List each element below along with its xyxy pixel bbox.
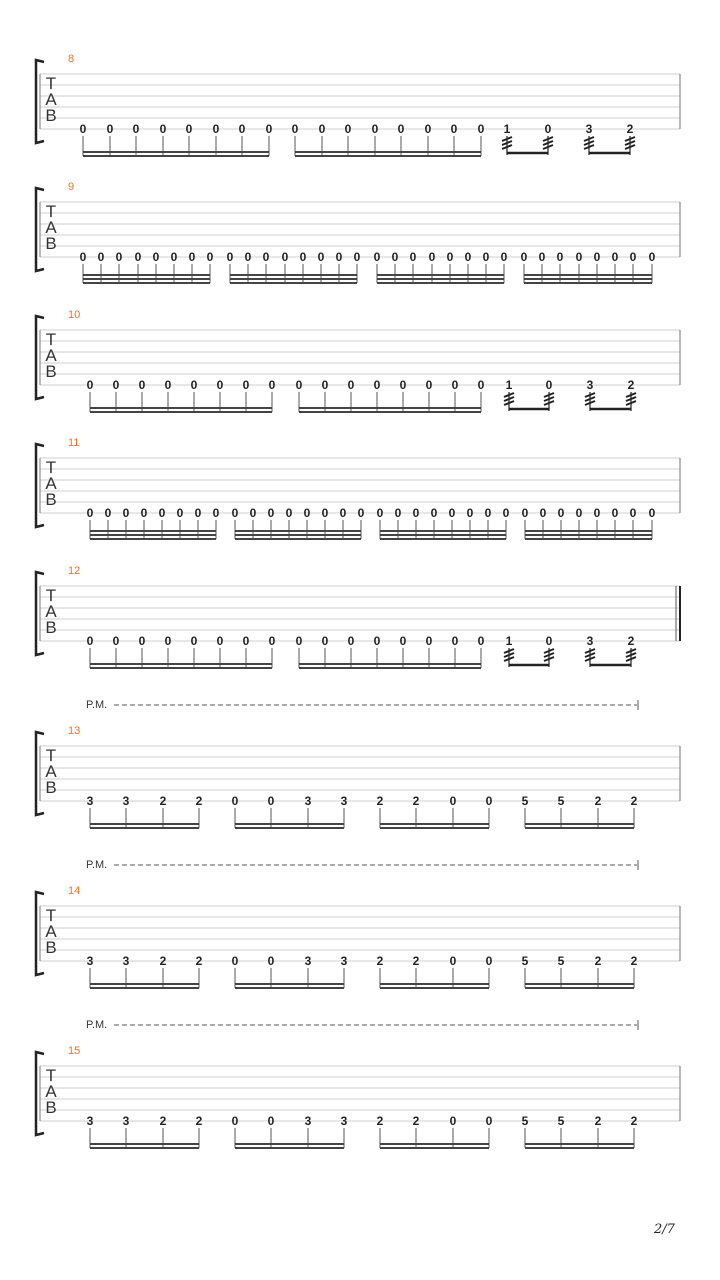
beam-group bbox=[522, 1114, 638, 1148]
fret-number: 0 bbox=[115, 250, 123, 264]
tab-system bbox=[36, 1019, 680, 1148]
beam-group bbox=[87, 954, 203, 988]
fret-number: 0 bbox=[373, 378, 381, 392]
fret-number: 0 bbox=[466, 506, 474, 520]
fret-number: 0 bbox=[267, 506, 275, 520]
fret-number: 0 bbox=[295, 634, 303, 648]
fret-number: 0 bbox=[242, 378, 250, 392]
tab-clef-letter: T bbox=[45, 74, 57, 93]
beam-group bbox=[80, 250, 214, 283]
beam-group bbox=[377, 794, 493, 828]
tab-clef-letter: T bbox=[45, 202, 57, 221]
beam-group bbox=[232, 794, 348, 828]
fret-number: 5 bbox=[557, 794, 565, 808]
fret-number: 0 bbox=[399, 378, 407, 392]
fret-number: 5 bbox=[557, 954, 565, 968]
fret-number: 3 bbox=[122, 1114, 130, 1128]
fret-number: 2 bbox=[159, 1114, 167, 1128]
fret-number: 0 bbox=[448, 506, 456, 520]
fret-number: 0 bbox=[611, 506, 619, 520]
fret-number: 0 bbox=[347, 378, 355, 392]
beam-group bbox=[232, 1114, 348, 1148]
fret-number: 0 bbox=[450, 122, 458, 136]
fret-number: 0 bbox=[425, 378, 433, 392]
fret-number: 0 bbox=[464, 250, 472, 264]
fret-number: 0 bbox=[122, 506, 130, 520]
fret-number: 0 bbox=[477, 378, 485, 392]
fret-number: 0 bbox=[79, 122, 87, 136]
fret-number: 0 bbox=[159, 122, 167, 136]
fret-number: 3 bbox=[340, 794, 348, 808]
fret-number: 0 bbox=[226, 250, 234, 264]
fret-number: 2 bbox=[376, 1114, 384, 1128]
tab-clef-letter: A bbox=[45, 90, 57, 109]
fret-number: 0 bbox=[521, 506, 529, 520]
beam-group bbox=[87, 1114, 203, 1148]
fret-number: 0 bbox=[335, 250, 343, 264]
measure-number: 9 bbox=[68, 181, 75, 193]
fret-number: 2 bbox=[195, 954, 203, 968]
tab-clef-letter: B bbox=[45, 938, 57, 957]
fret-number: 0 bbox=[152, 250, 160, 264]
fret-number: 0 bbox=[231, 506, 239, 520]
fret-number: 0 bbox=[556, 250, 564, 264]
beam-group bbox=[87, 378, 276, 412]
fret-number: 3 bbox=[304, 794, 312, 808]
palm-mute-label: P.M. bbox=[86, 1019, 108, 1031]
tab-system bbox=[36, 859, 680, 988]
beam-group bbox=[522, 794, 638, 828]
fret-number: 2 bbox=[627, 378, 635, 392]
beam-group bbox=[377, 1114, 493, 1148]
tab-clef-letter: A bbox=[45, 602, 57, 621]
fret-number: 0 bbox=[575, 506, 583, 520]
fret-number: 0 bbox=[249, 506, 257, 520]
tab-clef-letter: A bbox=[45, 1082, 57, 1101]
fret-number: 0 bbox=[285, 506, 293, 520]
fret-number: 0 bbox=[485, 1114, 493, 1128]
fret-number: 0 bbox=[500, 250, 508, 264]
fret-number: 3 bbox=[340, 954, 348, 968]
fret-number: 0 bbox=[176, 506, 184, 520]
fret-number: 0 bbox=[238, 122, 246, 136]
fret-number: 0 bbox=[482, 250, 490, 264]
fret-number: 0 bbox=[611, 250, 619, 264]
tab-clef-letter: B bbox=[45, 106, 57, 125]
tab-clef-letter: T bbox=[45, 330, 57, 349]
beam-group bbox=[377, 954, 493, 988]
fret-number: 0 bbox=[357, 506, 365, 520]
fret-number: 0 bbox=[557, 506, 565, 520]
fret-number: 3 bbox=[86, 954, 94, 968]
fret-number: 2 bbox=[376, 794, 384, 808]
beam-group bbox=[521, 250, 656, 283]
fret-number: 3 bbox=[122, 954, 130, 968]
fret-number: 0 bbox=[394, 506, 402, 520]
tab-clef-letter: T bbox=[45, 1066, 57, 1085]
fret-number: 2 bbox=[626, 122, 634, 136]
fret-number: 3 bbox=[340, 1114, 348, 1128]
fret-number: 0 bbox=[112, 634, 120, 648]
fret-number: 2 bbox=[159, 794, 167, 808]
fret-number: 0 bbox=[339, 506, 347, 520]
beam-group bbox=[232, 506, 365, 539]
fret-number: 0 bbox=[216, 378, 224, 392]
fret-number: 0 bbox=[485, 954, 493, 968]
fret-number: 0 bbox=[424, 122, 432, 136]
fret-number: 2 bbox=[594, 1114, 602, 1128]
fret-number: 0 bbox=[194, 506, 202, 520]
beam-group bbox=[296, 634, 485, 668]
fret-number: 0 bbox=[376, 506, 384, 520]
beam-group bbox=[87, 794, 203, 828]
fret-number: 0 bbox=[164, 634, 172, 648]
fret-number: 0 bbox=[185, 122, 193, 136]
measure-number: 11 bbox=[68, 437, 80, 449]
tab-system bbox=[36, 181, 680, 283]
fret-number: 0 bbox=[299, 250, 307, 264]
fret-number: 0 bbox=[629, 506, 637, 520]
beam-group bbox=[87, 506, 220, 539]
fret-number: 0 bbox=[206, 250, 214, 264]
fret-number: 0 bbox=[575, 250, 583, 264]
fret-number: 0 bbox=[170, 250, 178, 264]
fret-number: 0 bbox=[267, 1114, 275, 1128]
fret-number: 3 bbox=[304, 954, 312, 968]
beam-group bbox=[87, 634, 276, 668]
fret-number: 0 bbox=[446, 250, 454, 264]
fret-number: 0 bbox=[344, 122, 352, 136]
fret-number: 0 bbox=[409, 250, 417, 264]
fret-number: 0 bbox=[484, 506, 492, 520]
fret-number: 0 bbox=[242, 634, 250, 648]
fret-number: 0 bbox=[373, 250, 381, 264]
page-number: 2/7 bbox=[654, 1222, 675, 1237]
fret-number: 0 bbox=[267, 954, 275, 968]
fret-number: 0 bbox=[231, 794, 239, 808]
fret-number: 0 bbox=[449, 1114, 457, 1128]
fret-number: 1 bbox=[505, 634, 513, 648]
fret-number: 0 bbox=[132, 122, 140, 136]
beam-group bbox=[296, 378, 485, 412]
fret-number: 0 bbox=[318, 122, 326, 136]
tab-clef-letter: B bbox=[45, 362, 57, 381]
tab-system bbox=[36, 437, 680, 539]
fret-number: 0 bbox=[134, 250, 142, 264]
fret-number: 0 bbox=[544, 122, 552, 136]
beam-group bbox=[377, 506, 510, 539]
tab-clef-letter: B bbox=[45, 778, 57, 797]
fret-number: 0 bbox=[451, 378, 459, 392]
fret-number: 0 bbox=[265, 122, 273, 136]
fret-number: 2 bbox=[195, 1114, 203, 1128]
tab-clef-letter: B bbox=[45, 490, 57, 509]
fret-number: 0 bbox=[190, 378, 198, 392]
fret-number: 0 bbox=[86, 378, 94, 392]
fret-number: 0 bbox=[545, 634, 553, 648]
tab-clef-letter: A bbox=[45, 474, 57, 493]
tab-clef-letter: A bbox=[45, 762, 57, 781]
fret-number: 0 bbox=[477, 634, 485, 648]
fret-number: 3 bbox=[86, 1114, 94, 1128]
measure-number: 12 bbox=[68, 565, 81, 577]
fret-number: 0 bbox=[138, 634, 146, 648]
tab-clef-letter: B bbox=[45, 234, 57, 253]
beam-group bbox=[585, 634, 636, 667]
fret-number: 0 bbox=[231, 954, 239, 968]
fret-number: 0 bbox=[268, 378, 276, 392]
fret-number: 0 bbox=[648, 506, 656, 520]
beam-group bbox=[374, 250, 508, 283]
fret-number: 3 bbox=[586, 634, 594, 648]
fret-number: 3 bbox=[86, 794, 94, 808]
fret-number: 0 bbox=[216, 634, 224, 648]
beam-group bbox=[80, 122, 273, 156]
tab-system bbox=[36, 565, 680, 668]
tab-clef-letter: T bbox=[45, 458, 57, 477]
tab-clef-letter: T bbox=[45, 906, 57, 925]
fret-number: 0 bbox=[267, 794, 275, 808]
fret-number: 0 bbox=[303, 506, 311, 520]
fret-number: 2 bbox=[376, 954, 384, 968]
measure-number: 13 bbox=[68, 725, 81, 737]
fret-number: 0 bbox=[425, 634, 433, 648]
beam-group bbox=[522, 954, 638, 988]
beam-group bbox=[504, 378, 554, 411]
fret-number: 0 bbox=[502, 506, 510, 520]
tab-system bbox=[36, 53, 680, 156]
fret-number: 0 bbox=[538, 250, 546, 264]
fret-number: 0 bbox=[629, 250, 637, 264]
tab-clef-letter: A bbox=[45, 922, 57, 941]
fret-number: 0 bbox=[97, 250, 105, 264]
fret-number: 0 bbox=[593, 506, 601, 520]
fret-number: 0 bbox=[212, 506, 220, 520]
fret-number: 2 bbox=[159, 954, 167, 968]
beam-group bbox=[232, 954, 348, 988]
fret-number: 1 bbox=[503, 122, 511, 136]
fret-number: 2 bbox=[630, 1114, 638, 1128]
fret-number: 5 bbox=[557, 1114, 565, 1128]
fret-number: 0 bbox=[449, 954, 457, 968]
fret-number: 0 bbox=[268, 634, 276, 648]
palm-mute-label: P.M. bbox=[86, 699, 108, 711]
fret-number: 0 bbox=[262, 250, 270, 264]
measure-number: 8 bbox=[68, 53, 75, 65]
fret-number: 0 bbox=[648, 250, 656, 264]
fret-number: 0 bbox=[477, 122, 485, 136]
fret-number: 2 bbox=[594, 794, 602, 808]
fret-number: 1 bbox=[505, 378, 513, 392]
fret-number: 0 bbox=[295, 378, 303, 392]
fret-number: 0 bbox=[79, 250, 87, 264]
beam-group bbox=[502, 122, 553, 155]
fret-number: 0 bbox=[373, 634, 381, 648]
fret-number: 0 bbox=[231, 1114, 239, 1128]
fret-number: 0 bbox=[347, 634, 355, 648]
fret-number: 0 bbox=[321, 378, 329, 392]
fret-number: 0 bbox=[321, 634, 329, 648]
fret-number: 0 bbox=[545, 378, 553, 392]
measure-number: 10 bbox=[68, 309, 81, 321]
fret-number: 5 bbox=[521, 794, 529, 808]
beam-group bbox=[504, 634, 554, 667]
fret-number: 2 bbox=[630, 794, 638, 808]
tab-clef-letter: B bbox=[45, 1098, 57, 1117]
fret-number: 0 bbox=[428, 250, 436, 264]
fret-number: 0 bbox=[353, 250, 361, 264]
tab-clef-letter: T bbox=[45, 746, 57, 765]
fret-number: 0 bbox=[112, 378, 120, 392]
tab-clef-letter: B bbox=[45, 618, 57, 637]
fret-number: 5 bbox=[521, 954, 529, 968]
fret-number: 0 bbox=[86, 634, 94, 648]
fret-number: 3 bbox=[586, 378, 594, 392]
tab-system bbox=[36, 309, 680, 412]
fret-number: 0 bbox=[451, 634, 459, 648]
fret-number: 0 bbox=[158, 506, 166, 520]
fret-number: 0 bbox=[190, 634, 198, 648]
fret-number: 3 bbox=[585, 122, 593, 136]
fret-number: 0 bbox=[86, 506, 94, 520]
measure-number: 15 bbox=[68, 1045, 81, 1057]
tab-clef-letter: A bbox=[45, 218, 57, 237]
beam-group bbox=[227, 250, 361, 283]
fret-number: 0 bbox=[188, 250, 196, 264]
fret-number: 0 bbox=[291, 122, 299, 136]
fret-number: 0 bbox=[391, 250, 399, 264]
fret-number: 2 bbox=[412, 1114, 420, 1128]
tab-clef-letter: A bbox=[45, 346, 57, 365]
fret-number: 0 bbox=[371, 122, 379, 136]
beam-group bbox=[585, 378, 636, 411]
tab-clef-letter: T bbox=[45, 586, 57, 605]
beam-group bbox=[584, 122, 635, 155]
fret-number: 0 bbox=[244, 250, 252, 264]
beam-group bbox=[522, 506, 656, 539]
tab-system bbox=[36, 699, 680, 828]
fret-number: 0 bbox=[106, 122, 114, 136]
fret-number: 0 bbox=[317, 250, 325, 264]
fret-number: 0 bbox=[593, 250, 601, 264]
fret-number: 2 bbox=[627, 634, 635, 648]
fret-number: 0 bbox=[397, 122, 405, 136]
fret-number: 0 bbox=[164, 378, 172, 392]
fret-number: 2 bbox=[412, 794, 420, 808]
fret-number: 2 bbox=[412, 954, 420, 968]
fret-number: 0 bbox=[430, 506, 438, 520]
fret-number: 0 bbox=[520, 250, 528, 264]
fret-number: 2 bbox=[630, 954, 638, 968]
fret-number: 0 bbox=[212, 122, 220, 136]
fret-number: 0 bbox=[449, 794, 457, 808]
fret-number: 0 bbox=[412, 506, 420, 520]
fret-number: 5 bbox=[521, 1114, 529, 1128]
fret-number: 0 bbox=[539, 506, 547, 520]
fret-number: 0 bbox=[321, 506, 329, 520]
fret-number: 0 bbox=[138, 378, 146, 392]
fret-number: 3 bbox=[122, 794, 130, 808]
fret-number: 0 bbox=[485, 794, 493, 808]
fret-number: 0 bbox=[399, 634, 407, 648]
palm-mute-label: P.M. bbox=[86, 859, 108, 871]
fret-number: 2 bbox=[594, 954, 602, 968]
fret-number: 0 bbox=[140, 506, 148, 520]
measure-number: 14 bbox=[68, 885, 81, 897]
beam-group bbox=[292, 122, 485, 156]
fret-number: 0 bbox=[281, 250, 289, 264]
fret-number: 0 bbox=[104, 506, 112, 520]
fret-number: 2 bbox=[195, 794, 203, 808]
fret-number: 3 bbox=[304, 1114, 312, 1128]
